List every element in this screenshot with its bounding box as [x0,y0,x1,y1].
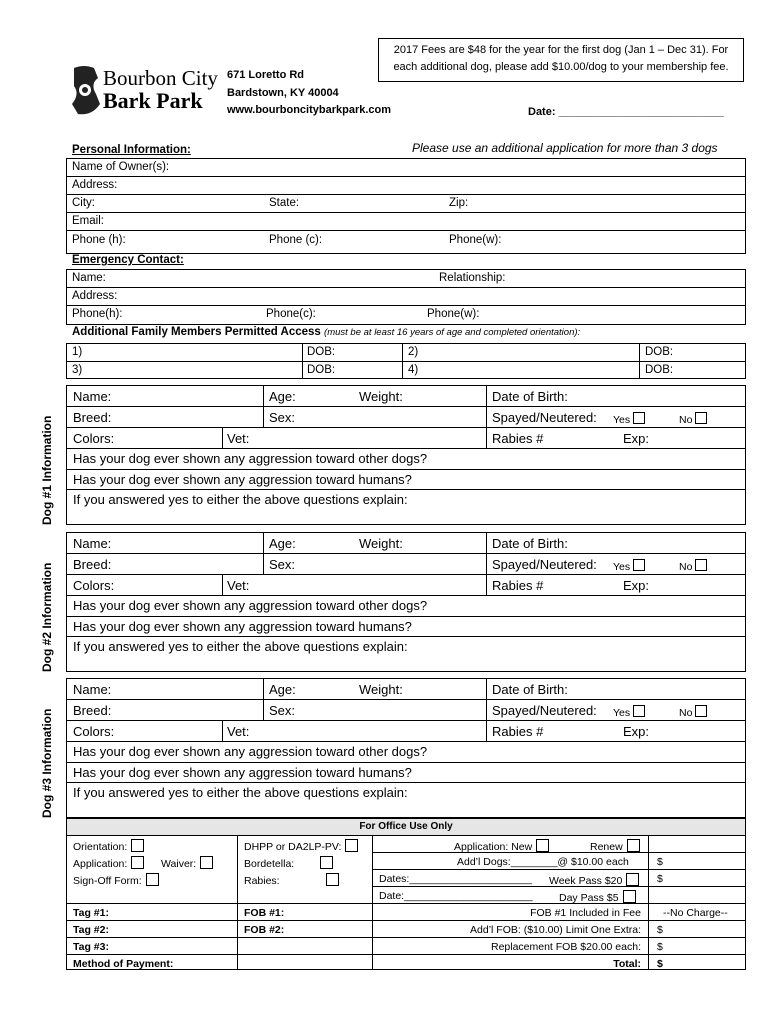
address-field[interactable]: Address: [72,179,118,191]
phone-home-field[interactable]: Phone (h): [72,234,126,246]
dog-1-explanation-field[interactable]: If you answered yes to either the above questions explain: [73,492,408,507]
family-member-2[interactable]: 2) [408,346,419,358]
dog-1-name-field[interactable]: Name: [73,389,112,404]
family-members-title: Additional Family Members Permitted Access (must be at least 16 years of age and completed orientation): [72,326,581,338]
dog-3-explanation-field[interactable]: If you answered yes to either the above questions explain: [73,785,408,800]
dog-2-rabies-field[interactable]: Rabies # [492,578,544,593]
dog-1-breed-field[interactable]: Breed: [73,410,112,425]
dog-3-dob-field[interactable]: Date of Birth: [492,682,568,697]
family-members-table [66,343,746,379]
dog-2-dob-field[interactable]: Date of Birth: [492,536,568,551]
dog-1-colors-field[interactable]: Colors: [73,431,115,446]
family-member-4[interactable]: 4) [408,364,419,376]
dog-2-age-field[interactable]: Age: [269,536,296,551]
phone-work-field[interactable]: Phone(w): [449,234,502,246]
checkbox-icon[interactable] [200,856,213,869]
payment-method[interactable]: Method of Payment: [73,958,174,970]
additional-dogs-amount[interactable]: $ [657,856,663,868]
week-pass-dates[interactable]: Dates:_____________________ [379,873,532,885]
dog-3-aggression-dogs-question[interactable]: Has your dog ever shown any aggression toward other dogs? [73,744,428,759]
dog-1-sex-field[interactable]: Sex: [269,410,296,425]
city-field[interactable]: City: [72,197,95,209]
dog-bone-logo-icon [68,64,102,118]
personal-info-title: Personal Information: [72,144,191,156]
bordetella-check[interactable]: Bordetella: [244,856,333,870]
dog-3-section-label: Dog #3 Information [40,708,54,818]
dog-1-section [66,385,746,525]
dog-2-spayed-yes[interactable]: Yes [613,559,645,573]
checkbox-icon[interactable] [627,839,640,852]
application-check[interactable]: Application: [73,856,144,870]
state-field[interactable]: State: [269,197,300,209]
fee-line-2: each additional dog, please add $10.00/dog to your membership fee. [393,61,729,73]
dog-2-rabies-exp-field[interactable]: Exp: [623,578,650,593]
dhpp-check[interactable]: DHPP or DA2LP-PV: [244,839,358,853]
dog-2-aggression-dogs-question[interactable]: Has your dog ever shown any aggression toward other dogs? [73,598,428,613]
dog-2-sex-field[interactable]: Sex: [269,557,296,572]
owner-name-field[interactable]: Name of Owner(s): [72,161,170,173]
rabies-check[interactable]: Rabies: [244,873,339,887]
dog-2-aggression-humans-question[interactable]: Has your dog ever shown any aggression toward humans? [73,619,412,634]
emergency-contact-table [66,269,746,325]
date-field[interactable]: Date: ___________________________ [528,106,724,118]
renew-check[interactable]: Renew [590,839,640,853]
emergency-name-field[interactable]: Name: [72,272,106,284]
checkbox-icon[interactable] [146,873,159,886]
tag-2[interactable]: Tag #2: [73,924,109,936]
orientation-check[interactable]: Orientation: [73,839,144,853]
logo-text-line2: Bark Park [103,88,203,113]
dog-1-spayed-no[interactable]: No [679,412,707,426]
checkbox-icon[interactable] [695,705,707,717]
dog-3-spayed-yes[interactable]: Yes [613,705,645,719]
family-member-1[interactable]: 1) [72,346,83,358]
additional-fob-amount[interactable]: $ [657,924,663,936]
dog-1-weight-field[interactable]: Weight: [359,389,403,404]
no-charge-note: --No Charge-- [663,907,728,919]
website: www.bourboncitybarkpark.com [227,104,392,116]
fee-notice [378,38,744,82]
family-member-3-dob[interactable]: DOB: [307,364,336,376]
checkbox-icon[interactable] [131,856,144,869]
waiver-check[interactable]: Waiver: [161,856,213,870]
dog-3-aggression-humans-question[interactable]: Has your dog ever shown any aggression toward humans? [73,765,412,780]
dog-2-weight-field[interactable]: Weight: [359,536,403,551]
checkbox-icon[interactable] [536,839,549,852]
application-new-check[interactable]: Application: New [454,839,549,853]
office-use-section [66,818,746,970]
additional-dogs-fee[interactable]: Add’l Dogs:________@ $10.00 each [457,856,629,868]
dog-1-vet-field[interactable]: Vet: [227,431,250,446]
dog-1-section-label: Dog #1 Information [40,415,54,525]
week-pass-check[interactable]: Week Pass $20 [549,873,639,887]
emergency-phone-cell-field[interactable]: Phone(c): [266,308,316,320]
dog-2-breed-field[interactable]: Breed: [73,557,112,572]
dog-3-section [66,678,746,818]
dog-3-weight-field[interactable]: Weight: [359,682,403,697]
dog-3-spayed-label: Spayed/Neutered: [492,703,597,718]
dog-3-rabies-exp-field[interactable]: Exp: [623,724,650,739]
family-member-4-dob[interactable]: DOB: [645,364,674,376]
office-use-title: For Office Use Only [67,819,745,836]
dog-3-name-field[interactable]: Name: [73,682,112,697]
dog-3-breed-field[interactable]: Breed: [73,703,112,718]
checkbox-icon[interactable] [633,559,645,571]
checkbox-icon[interactable] [626,873,639,886]
fee-line-1: 2017 Fees are $48 for the year for the first dog (Jan 1 – Dec 31). For [393,44,729,56]
total-amount[interactable]: $ [657,958,663,970]
day-pass-check[interactable]: Day Pass $5 [559,890,636,904]
personal-info-table [66,158,746,254]
fob-included-note: FOB #1 Included in Fee [530,907,641,919]
zip-field[interactable]: Zip: [449,197,469,209]
checkbox-icon[interactable] [623,890,636,903]
dog-1-rabies-exp-field[interactable]: Exp: [623,431,650,446]
total-label: Total: [613,958,641,970]
dog-3-age-field[interactable]: Age: [269,682,296,697]
dog-2-section [66,532,746,672]
dog-1-dob-field[interactable]: Date of Birth: [492,389,568,404]
replacement-fob-amount[interactable]: $ [657,941,663,953]
fob-1[interactable]: FOB #1: [244,907,285,919]
address-city: Bardstown, KY 40004 [227,87,339,99]
dog-2-section-label: Dog #2 Information [40,562,54,672]
checkbox-icon[interactable] [695,412,707,424]
dog-1-spayed-label: Spayed/Neutered: [492,410,597,425]
phone-cell-field[interactable]: Phone (c): [269,234,323,246]
address-street: 671 Loretto Rd [227,69,305,81]
family-member-3[interactable]: 3) [72,364,83,376]
checkbox-icon[interactable] [695,559,707,571]
fob-2[interactable]: FOB #2: [244,924,285,936]
checkbox-icon[interactable] [326,873,339,886]
tag-1[interactable]: Tag #1: [73,907,109,919]
signoff-check[interactable]: Sign-Off Form: [73,873,159,887]
day-pass-date[interactable]: Date:______________________ [379,890,533,902]
dog-1-aggression-dogs-question[interactable]: Has your dog ever shown any aggression toward other dogs? [73,451,428,466]
dog-2-colors-field[interactable]: Colors: [73,578,115,593]
logo-text-line1: Bourbon City [103,66,218,90]
dog-1-age-field[interactable]: Age: [269,389,296,404]
dog-2-explanation-field[interactable]: If you answered yes to either the above questions explain: [73,639,408,654]
checkbox-icon[interactable] [131,839,144,852]
dog-1-aggression-humans-question[interactable]: Has your dog ever shown any aggression toward humans? [73,472,412,487]
dog-3-colors-field[interactable]: Colors: [73,724,115,739]
dog-1-spayed-yes[interactable]: Yes [613,412,645,426]
week-pass-amount[interactable]: $ [657,873,663,885]
family-member-1-dob[interactable]: DOB: [307,346,336,358]
replacement-fob-fee: Replacement FOB $20.00 each: [490,941,641,953]
relationship-field[interactable]: Relationship: [439,272,506,284]
email-field[interactable]: Email: [72,215,104,227]
dog-3-rabies-field[interactable]: Rabies # [492,724,544,739]
checkbox-icon[interactable] [320,856,333,869]
dog-3-sex-field[interactable]: Sex: [269,703,296,718]
extra-dogs-note: Please use an additional application for more than 3 dogs [412,141,718,155]
dog-3-vet-field[interactable]: Vet: [227,724,250,739]
emergency-phone-home-field[interactable]: Phone(h): [72,308,123,320]
additional-fob-fee: Add’l FOB: ($10.00) Limit One Extra: [470,924,641,936]
family-member-2-dob[interactable]: DOB: [645,346,674,358]
checkbox-icon[interactable] [633,412,645,424]
checkbox-icon[interactable] [345,839,358,852]
dog-2-spayed-no[interactable]: No [679,559,707,573]
emergency-address-field[interactable]: Address: [72,290,118,302]
tag-3[interactable]: Tag #3: [73,941,109,953]
emergency-contact-title: Emergency Contact: [72,254,184,266]
emergency-phone-work-field[interactable]: Phone(w): [427,308,480,320]
dog-3-spayed-no[interactable]: No [679,705,707,719]
checkbox-icon[interactable] [633,705,645,717]
dog-2-vet-field[interactable]: Vet: [227,578,250,593]
dog-2-spayed-label: Spayed/Neutered: [492,557,597,572]
dog-1-rabies-field[interactable]: Rabies # [492,431,544,446]
dog-2-name-field[interactable]: Name: [73,536,112,551]
